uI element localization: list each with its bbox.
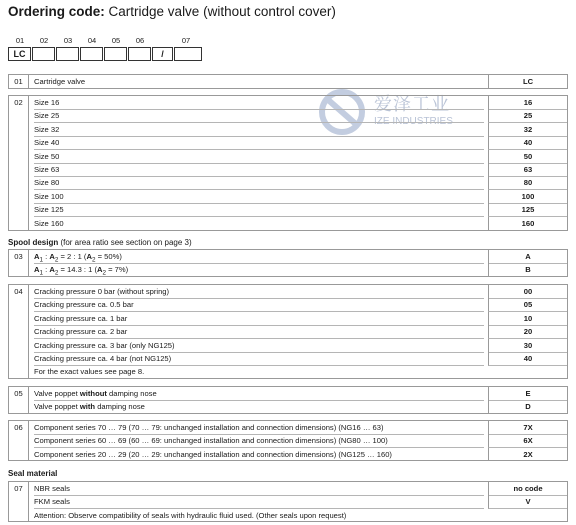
row-label: $A_1$ : $A_2 = 14.3$ : 1 $(A_2 = 7\%)$ bbox=[34, 265, 129, 277]
row-code: 40 bbox=[488, 136, 567, 150]
row-code: 16 bbox=[488, 96, 567, 110]
row-label bbox=[34, 400, 484, 413]
section-num: 05 bbox=[9, 387, 29, 413]
code-box-04 bbox=[80, 47, 103, 61]
row-code: 50 bbox=[488, 150, 567, 164]
sub-3: 2 bbox=[91, 256, 96, 264]
row-code: 32 bbox=[488, 123, 567, 137]
pct: = 7%) bbox=[106, 265, 129, 275]
row-label bbox=[34, 387, 484, 401]
row-code: 100 bbox=[488, 190, 567, 204]
area-a2: A bbox=[49, 252, 55, 261]
table-row bbox=[9, 312, 567, 325]
label-bold: without bbox=[79, 389, 107, 398]
code-pos-06: 06 bbox=[135, 36, 145, 45]
row-label: Size 160 bbox=[34, 218, 64, 228]
row-code: B bbox=[488, 263, 567, 276]
code-pos-07: 07 bbox=[181, 36, 191, 45]
row-label: Cracking pressure ca. 1 bar bbox=[34, 312, 484, 326]
row-label: Size 100 bbox=[34, 190, 484, 204]
table-row bbox=[9, 325, 567, 338]
code-pos-01: 01 bbox=[15, 36, 25, 45]
table-row bbox=[9, 217, 567, 230]
code-box-01: LC bbox=[8, 47, 31, 61]
spool-heading-rest: (for area ratio see section on page 3) bbox=[58, 238, 192, 247]
row-code: D bbox=[488, 400, 567, 413]
row-code: 160 bbox=[488, 217, 567, 230]
row-label: Size 125 bbox=[34, 203, 484, 217]
watermark-cn: 爱泽工业 bbox=[374, 94, 450, 114]
table-row bbox=[9, 136, 567, 149]
ratio: = 2 : 1 ( bbox=[58, 252, 87, 261]
row-label: Cartridge valve bbox=[34, 77, 86, 86]
row-code: 30 bbox=[488, 339, 567, 353]
sub-2: 2 bbox=[54, 256, 59, 264]
row-label: Size 50 bbox=[34, 150, 484, 164]
area-a1: A bbox=[34, 265, 40, 275]
row-code: 10 bbox=[488, 312, 567, 326]
row-label: Cracking pressure ca. 3 bar (only NG125) bbox=[34, 339, 484, 353]
label-post: damping nose bbox=[95, 402, 145, 412]
table-row bbox=[9, 163, 567, 176]
section-06 bbox=[8, 420, 568, 461]
table-row bbox=[9, 387, 567, 400]
row-code: 7X bbox=[488, 421, 567, 435]
section-num: 03 bbox=[9, 250, 29, 276]
section-num: 02 bbox=[9, 96, 29, 230]
row-code: 2X bbox=[488, 448, 567, 461]
row-code: 125 bbox=[488, 203, 567, 217]
seal-heading-bold: Seal material bbox=[8, 469, 58, 478]
area-a3: A bbox=[86, 252, 92, 261]
row-code: 80 bbox=[488, 176, 567, 190]
code-box-separator: / bbox=[152, 47, 173, 61]
table-row bbox=[9, 190, 567, 203]
table-row bbox=[9, 421, 567, 434]
sub-1: 1 bbox=[39, 269, 44, 277]
table-row bbox=[9, 176, 567, 189]
row-label: Size 25 bbox=[34, 109, 484, 123]
table-row bbox=[9, 482, 567, 495]
row-label: Component series 70 … 79 (70 … 79: unchanged installation and connection dimensions) (NG16 … 63) bbox=[34, 421, 484, 435]
section-02 bbox=[8, 95, 568, 231]
row-label: FKM seals bbox=[34, 495, 484, 509]
title-label: Ordering code: bbox=[8, 4, 105, 19]
section-note: Attention: Observe compatibility of seals with hydraulic fluid used. (Other seals upon request) bbox=[34, 510, 347, 520]
code-pos-03: 03 bbox=[63, 36, 73, 45]
table-row bbox=[9, 75, 567, 88]
table-row bbox=[9, 250, 567, 263]
section-num: 06 bbox=[9, 421, 29, 460]
row-label: Size 16 bbox=[34, 96, 484, 110]
area-a1: A bbox=[34, 252, 40, 261]
code-pos-02: 02 bbox=[39, 36, 49, 45]
area-a2: A bbox=[49, 265, 55, 275]
code-pos-05: 05 bbox=[111, 36, 121, 45]
ratio: = 14.3 : 1 ( bbox=[58, 265, 98, 275]
section-num: 04 bbox=[9, 285, 29, 378]
row-label: Size 40 bbox=[34, 136, 484, 150]
code-box-07 bbox=[174, 47, 202, 61]
code-box-03 bbox=[56, 47, 79, 61]
sub-2: 2 bbox=[54, 269, 59, 277]
table-row bbox=[9, 365, 567, 378]
pct: = 50%) bbox=[95, 252, 122, 261]
row-code: 25 bbox=[488, 109, 567, 123]
row-code: 20 bbox=[488, 325, 567, 339]
row-code: 00 bbox=[488, 285, 567, 299]
code-box-02 bbox=[32, 47, 55, 61]
row-label: Component series 20 … 29 (20 … 29: unchanged installation and connection dimensions) (NG125 … 160) bbox=[34, 449, 392, 459]
table-row bbox=[9, 339, 567, 352]
table-row bbox=[9, 109, 567, 122]
code-box-05 bbox=[104, 47, 127, 61]
row-code: LC bbox=[488, 75, 567, 88]
area-a3: A bbox=[97, 265, 103, 275]
table-row bbox=[9, 96, 567, 109]
title-text: Cartridge valve (without control cover) bbox=[108, 4, 336, 19]
row-label: Size 32 bbox=[34, 123, 484, 137]
section-03 bbox=[8, 249, 568, 277]
table-row bbox=[9, 448, 567, 461]
row-code: A bbox=[488, 250, 567, 264]
table-row bbox=[9, 400, 567, 413]
section-04 bbox=[8, 284, 568, 379]
label-pre: Valve poppet bbox=[34, 389, 80, 398]
label-bold: with bbox=[79, 402, 96, 412]
sub-3: 2 bbox=[102, 269, 107, 277]
spool-design-heading bbox=[8, 238, 192, 247]
row-code: 40 bbox=[488, 352, 567, 366]
row-label: Cracking pressure ca. 0.5 bar bbox=[34, 298, 484, 312]
section-note: For the exact values see page 8. bbox=[34, 367, 145, 377]
label-post: damping nose bbox=[106, 389, 157, 398]
watermark-en: IZE INDUSTRIES bbox=[374, 116, 453, 127]
row-label: Component series 60 … 69 (60 … 69: unchanged installation and connection dimensions) (NG80 … 100) bbox=[34, 434, 484, 448]
row-label: Cracking pressure ca. 2 bar bbox=[34, 325, 484, 339]
label-pre: Valve poppet bbox=[34, 402, 80, 412]
spool-heading-bold: Spool design bbox=[8, 238, 59, 247]
row-code: 63 bbox=[488, 163, 567, 177]
table-row bbox=[9, 434, 567, 447]
row-label: Cracking pressure 0 bar (without spring) bbox=[34, 285, 484, 299]
row-label: Cracking pressure ca. 4 bar (not NG125) bbox=[34, 352, 484, 366]
table-row bbox=[9, 285, 567, 298]
section-num: 01 bbox=[9, 75, 29, 88]
row-code: 05 bbox=[488, 298, 567, 312]
row-code: 6X bbox=[488, 434, 567, 448]
row-code: V bbox=[488, 495, 567, 509]
table-row bbox=[9, 298, 567, 311]
table-row bbox=[9, 150, 567, 163]
code-box-06 bbox=[128, 47, 151, 61]
page-title bbox=[8, 4, 336, 19]
row-label: $A_1$ : $A_2 = 2$ : 1 $(A_2 = 50\%)$ bbox=[34, 250, 484, 264]
section-05 bbox=[8, 386, 568, 414]
table-row bbox=[9, 123, 567, 136]
section-07 bbox=[8, 481, 568, 522]
row-label: Size 80 bbox=[34, 176, 484, 190]
row-code: no code bbox=[488, 482, 567, 496]
row-label: Size 63 bbox=[34, 163, 484, 177]
table-row bbox=[9, 263, 567, 276]
section-num: 07 bbox=[9, 482, 29, 521]
table-row bbox=[9, 509, 567, 522]
row-label: NBR seals bbox=[34, 482, 484, 496]
seal-material-heading bbox=[8, 469, 57, 478]
table-row bbox=[9, 203, 567, 216]
table-row bbox=[9, 495, 567, 508]
section-01 bbox=[8, 74, 568, 89]
row-code: E bbox=[488, 387, 567, 401]
sub-1: 1 bbox=[39, 256, 44, 264]
table-row bbox=[9, 352, 567, 365]
code-pos-04: 04 bbox=[87, 36, 97, 45]
